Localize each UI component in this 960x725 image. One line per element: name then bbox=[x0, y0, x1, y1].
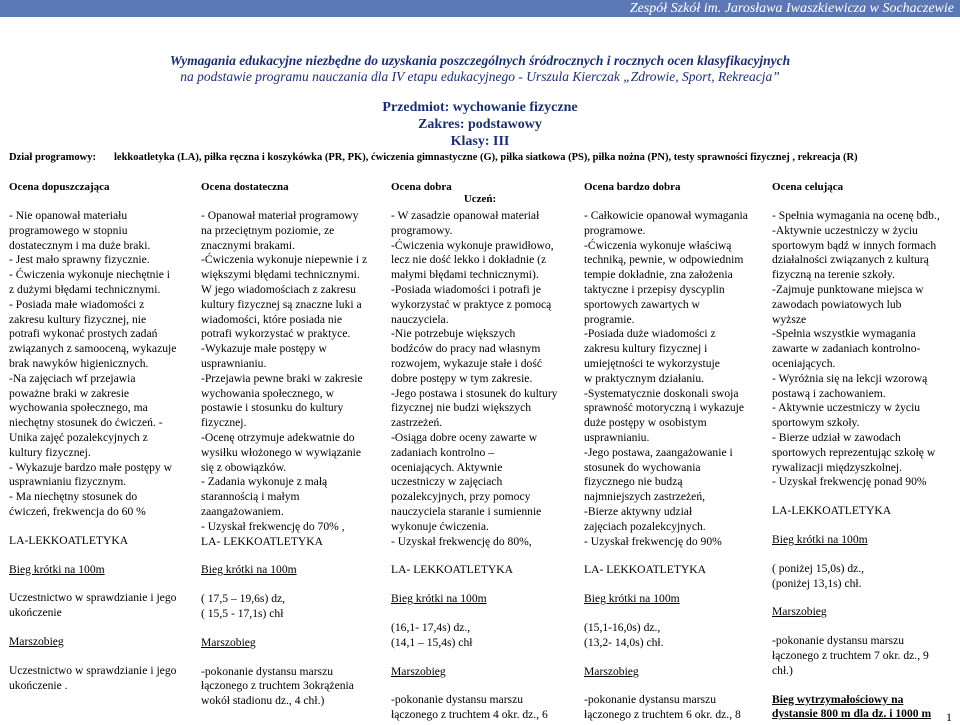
requirement-line: - Całkowicie opanował wymagania bbox=[584, 209, 748, 222]
spacer bbox=[772, 591, 957, 605]
la-label: LA- LEKKOATLETYKA bbox=[391, 563, 514, 577]
requirement-line: wysiłku włożonego w wywiązanie bbox=[201, 445, 362, 459]
spacer bbox=[772, 679, 957, 693]
requirement-line: starannością i małym bbox=[201, 490, 300, 504]
requirement-line: ćwiczeń, frekwencja do 60 % bbox=[9, 504, 146, 518]
requirement-line: - Uzyskał frekwencję do 70% , bbox=[201, 519, 345, 533]
spacer bbox=[9, 577, 194, 591]
requirement-line: - Ma niechętny stosunek do bbox=[9, 490, 138, 504]
requirement-line: taktyczne i przepisy dyscyplin bbox=[584, 282, 725, 296]
column-dobra bbox=[391, 209, 579, 723]
requirement-line: kultury fizycznej. bbox=[9, 445, 91, 459]
marszobieg-heading: Marszobieg bbox=[9, 634, 64, 648]
requirement-line: -Przejawia pewne braki w zakresie bbox=[201, 371, 363, 385]
requirement-line: fizycznej. bbox=[201, 416, 247, 430]
requirement-line: zakresu kultury fizycznej i bbox=[584, 342, 708, 356]
spacer bbox=[584, 651, 766, 665]
header-bardzo-dobra: Ocena bardzo dobra bbox=[584, 181, 681, 193]
requirement-line: -Ocenę otrzymuje adekwatnie do bbox=[201, 430, 355, 444]
la-label: LA-LEKKOATLETYKA bbox=[772, 504, 892, 518]
header-dopuszczajaca: Ocena dopuszczająca bbox=[9, 181, 110, 193]
requirement-line: - Zadania wykonuje z małą bbox=[201, 475, 328, 489]
requirement-line: -Nie potrzebuje większych bbox=[391, 327, 516, 341]
spacer bbox=[772, 519, 957, 533]
requirement-line: z dużymi błędami technicznymi. bbox=[9, 282, 161, 296]
bieg-krotki-heading: Bieg krótki na 100m bbox=[201, 563, 297, 577]
marszobieg-result: chł.) bbox=[772, 663, 793, 677]
bieg-result: (15,1-16,0s) dz., bbox=[584, 620, 661, 634]
requirement-line: większymi błędami technicznymi. bbox=[201, 268, 360, 282]
requirement-line: oceniających. bbox=[772, 356, 836, 370]
bieg-krotki-heading: Bieg krótki na 100m bbox=[772, 532, 868, 546]
marszobieg-result: łączonego z truchtem 7 okr. dz., 9 bbox=[772, 648, 929, 662]
requirement-line: - Opanował materiał programowy bbox=[201, 209, 359, 222]
la-label: LA- LEKKOATLETYKA bbox=[201, 534, 324, 548]
requirement-line: - Bierze udział w zawodach bbox=[772, 430, 901, 444]
requirement-line: - Nie opanował materiału bbox=[9, 209, 128, 222]
requirement-line: wychowania społecznego, ma bbox=[9, 401, 148, 415]
requirement-line: usprawnianiu. bbox=[201, 356, 267, 370]
requirement-line: kultury fizycznej są znaczne luki a bbox=[201, 297, 362, 311]
program-section-label: Dział programowy: bbox=[9, 152, 96, 163]
requirement-line: usprawnianiu fizycznym. bbox=[9, 475, 127, 489]
marszobieg-result: -pokonanie dystansu marszu bbox=[201, 664, 334, 678]
requirement-line: programie. bbox=[584, 312, 635, 326]
bieg-result: (13,2- 14,0s) chł. bbox=[584, 635, 664, 649]
marszobieg-result: Uczestnictwo w sprawdzianie i jego bbox=[9, 663, 177, 677]
bieg-wytrzymalosciowy-text: dystansie 800 m dla dz. i 1000 m bbox=[772, 707, 932, 721]
subject-info bbox=[0, 99, 960, 150]
requirement-line: zawodach powiatowych lub bbox=[772, 297, 902, 311]
spacer bbox=[584, 549, 766, 563]
program-section-text: lekkoatletyka (LA), piłka ręczna i koszykówka (PR, PK), ćwiczenia gimnastyczne (G), piłka siatkowa (PS), piłka nożna (PN), testy sprawności fizycznej , rekreacja (R) bbox=[114, 152, 858, 163]
requirement-line: bodźców do pracy nad własnym bbox=[391, 342, 541, 356]
requirement-line: zastrzeżeń. bbox=[391, 416, 443, 430]
subject-classes: Klasy: III bbox=[450, 134, 510, 149]
requirement-line: nauczyciela staranie i sumiennie bbox=[391, 504, 542, 518]
bieg-wytrzymalosciowy-heading: Bieg wytrzymałościowy na bbox=[772, 692, 904, 706]
bieg-result: ukończenie bbox=[9, 606, 62, 620]
marszobieg-result: -pokonanie dystansu marszu bbox=[772, 634, 905, 648]
spacer bbox=[391, 607, 579, 621]
header-dostateczna: Ocena dostateczna bbox=[201, 181, 289, 193]
requirement-line: się z obowiązków. bbox=[201, 460, 287, 474]
requirement-line: -Systematycznie doskonali swoja bbox=[584, 386, 739, 400]
requirement-line: -Zajmuje punktowane miejsca w bbox=[772, 282, 924, 296]
requirement-line: -Posiada duże wiadomości z bbox=[584, 327, 716, 341]
school-name: Zespół Szkół im. Jarosława Iwaszkiewicza w Sochaczewie bbox=[629, 1, 954, 16]
title-line-2: na podstawie programu nauczania dla IV etapu edukacyjnego - Urszula Kierczak „Zdrowie, Sport, Rekreacja” bbox=[180, 69, 780, 84]
subject-name: Przedmiot: wychowanie fizyczne bbox=[382, 100, 578, 115]
requirement-line: -Aktywnie uczestniczy w życiu bbox=[772, 223, 918, 237]
column-bardzo-dobra bbox=[584, 209, 766, 723]
requirement-line: - Posiada małe wiadomości z bbox=[9, 297, 145, 311]
requirement-line: postawie i stosunku do kultury bbox=[201, 401, 344, 415]
requirement-line: uczestniczy w zajęciach bbox=[391, 475, 503, 489]
requirement-line: wychowania społecznego, w bbox=[201, 386, 334, 400]
requirement-line: - Jest mało sprawny fizycznie. bbox=[9, 253, 150, 267]
requirement-line: duże postępy w osobistym bbox=[584, 416, 707, 430]
requirement-line: - Ćwiczenia wykonuje niechętnie i bbox=[9, 268, 170, 282]
marszobieg-heading: Marszobieg bbox=[772, 605, 827, 619]
requirement-line: sportowych reprezentując szkołę w bbox=[772, 445, 936, 459]
bieg-result: ( 17,5 – 19,6s) dz, bbox=[201, 592, 286, 606]
title-line-1: Wymagania edukacyjne niezbędne do uzyskania poszczególnych śródrocznych i rocznych ocen klasyfikacyjnych bbox=[169, 53, 791, 68]
spacer bbox=[9, 621, 194, 635]
marszobieg-result: łączonego z truchtem 3okrążenia bbox=[201, 679, 354, 693]
requirement-line: usprawnianiu. bbox=[584, 430, 650, 444]
header-celujaca: Ocena celująca bbox=[772, 181, 844, 193]
marszobieg-result: łączonego z truchtem 6 okr. dz., 8 bbox=[584, 708, 741, 722]
bieg-result: (14,1 – 15,4s) chł bbox=[391, 635, 473, 649]
requirement-line: potrafi wykonać prostych zadań bbox=[9, 327, 158, 341]
requirement-line: -Spełnia wszystkie wymagania bbox=[772, 327, 916, 341]
requirement-line: Unika zajęć pozalekcyjnych z bbox=[9, 430, 148, 444]
bieg-result: (16,1- 17,4s) dz., bbox=[391, 620, 471, 634]
requirement-line: umiejętności te wykorzystuje bbox=[584, 356, 720, 370]
marszobieg-result: łączonego z truchtem 4 okr. dz., 6 bbox=[391, 708, 548, 722]
requirement-line: W jego wiadomościach z zakresu bbox=[201, 282, 356, 296]
spacer bbox=[391, 578, 579, 592]
requirement-line: - Uzyskał frekwencję do 80%, bbox=[391, 534, 532, 548]
bieg-result: ( 15,5 - 17,1s) chł bbox=[201, 606, 284, 620]
requirement-line: w praktycznym działaniu. bbox=[584, 371, 705, 385]
requirement-line: na przeciętnym poziomie, ze bbox=[201, 223, 335, 237]
page-number: 1 bbox=[946, 710, 952, 724]
requirement-line: zadaniach kontrolno – bbox=[391, 445, 495, 459]
requirement-line: rozwojem, wykazuje stałe i dość bbox=[391, 356, 542, 370]
requirement-line: stosunek do wychowania bbox=[584, 460, 701, 474]
spacer bbox=[9, 520, 194, 534]
requirement-line: -Ćwiczenia wykonuje właściwą bbox=[584, 238, 732, 252]
marszobieg-result: ukończenie . bbox=[9, 678, 68, 692]
requirement-line: - Spełnia wymagania na ocenę bdb., bbox=[772, 209, 940, 222]
requirement-line: niechętny stosunek do ćwiczeń. - bbox=[9, 416, 163, 430]
spacer bbox=[772, 548, 957, 562]
requirement-line: -Bierze aktywny udział bbox=[584, 504, 693, 518]
marszobieg-result: -pokonanie dystansu marszu bbox=[391, 693, 524, 707]
requirement-line: postawą i zachowaniem. bbox=[772, 386, 886, 400]
header-dobra: Ocena dobra bbox=[391, 181, 452, 193]
requirement-line: -Ćwiczenia wykonuje prawidłowo, bbox=[391, 238, 554, 252]
marszobieg-heading: Marszobieg bbox=[201, 635, 256, 649]
marszobieg-heading: Marszobieg bbox=[584, 664, 639, 678]
requirement-line: fizyczną na terenie szkoły. bbox=[772, 268, 895, 282]
la-label: LA-LEKKOATLETYKA bbox=[9, 533, 129, 547]
column-celujaca bbox=[772, 209, 957, 722]
requirement-line: zawarte w zadaniach kontrolno- bbox=[772, 342, 921, 356]
spacer bbox=[9, 650, 194, 664]
requirement-line: programowe. bbox=[584, 223, 646, 237]
requirement-line: sprawność motoryczną i wykazuje bbox=[584, 401, 745, 415]
spacer bbox=[584, 607, 766, 621]
requirement-line: potrafi wykorzystać w praktyce. bbox=[201, 327, 351, 341]
uczen-label: Uczeń: bbox=[463, 193, 497, 205]
requirement-line: zaangażowaniem. bbox=[201, 504, 284, 518]
requirement-line: - Wykazuje bardzo małe postępy w bbox=[9, 460, 172, 474]
requirement-line: małymi błędami technicznymi). bbox=[391, 268, 539, 282]
requirement-line: -Osiąga dobre oceny zawarte w bbox=[391, 430, 538, 444]
requirement-line: programowy. bbox=[391, 223, 453, 237]
spacer bbox=[201, 651, 386, 665]
spacer bbox=[201, 549, 386, 563]
bieg-result: Uczestnictwo w sprawdzianie i jego bbox=[9, 591, 177, 605]
requirement-line: działalności związanych z kulturą bbox=[772, 253, 929, 267]
marszobieg-heading: Marszobieg bbox=[391, 664, 446, 678]
column-dopuszczajaca bbox=[9, 209, 194, 693]
bieg-krotki-heading: Bieg krótki na 100m bbox=[584, 592, 680, 606]
requirement-line: techniką, pewnie, w odpowiednim bbox=[584, 253, 744, 267]
requirement-line: dobre postępy w tym zakresie. bbox=[391, 371, 533, 385]
spacer bbox=[772, 620, 957, 634]
requirement-line: tempie dokładnie, zna założenia bbox=[584, 268, 733, 282]
requirement-line: oceniających. Aktywnie bbox=[391, 460, 503, 474]
requirement-line: sportowym bądź w innych formach bbox=[772, 238, 937, 252]
requirement-line: -Jego postawa, zaangażowanie i bbox=[584, 445, 733, 459]
requirement-line: rywalizacji międzyszkolnej. bbox=[772, 460, 903, 474]
requirement-line: dostatecznym i ma duże braki. bbox=[9, 238, 151, 252]
document-title bbox=[0, 53, 960, 85]
requirement-line: najmniejszych zastrzeżeń, bbox=[584, 490, 706, 504]
requirement-line: poważne braki w zakresie bbox=[9, 386, 130, 400]
requirement-line: wykonuje ćwiczenia. bbox=[391, 519, 489, 533]
requirement-line: programowego w stopniu bbox=[9, 223, 128, 237]
requirement-line: -Posiada wiadomości i potrafi je bbox=[391, 282, 542, 296]
requirement-line: -Jego postawa i stosunek do kultury bbox=[391, 386, 558, 400]
spacer bbox=[391, 651, 579, 665]
spacer bbox=[391, 679, 579, 693]
spacer bbox=[772, 490, 957, 504]
spacer bbox=[584, 679, 766, 693]
requirement-line: fizycznego nie budzą bbox=[584, 475, 683, 489]
requirement-line: brak nawyków higienicznych. bbox=[9, 356, 149, 370]
requirement-line: wiadomości, które posiada nie bbox=[201, 312, 343, 326]
la-label: LA- LEKKOATLETYKA bbox=[584, 563, 707, 577]
requirement-line: sportowym szkoły. bbox=[772, 416, 860, 430]
requirement-line: - Uzyskał frekwencję do 90% bbox=[584, 534, 722, 548]
bieg-krotki-heading: Bieg krótki na 100m bbox=[9, 562, 105, 576]
requirement-line: znacznymi brakami. bbox=[201, 238, 295, 252]
spacer bbox=[584, 578, 766, 592]
requirement-line: wykorzystać w praktyce z pomocą bbox=[391, 297, 552, 311]
header-bar bbox=[0, 0, 960, 17]
requirement-line: - Wyróżnia się na lekcji wzorową bbox=[772, 371, 928, 385]
program-section bbox=[9, 150, 949, 165]
marszobieg-result: wokół stadionu dz., 4 chł.) bbox=[201, 694, 325, 708]
requirement-line: - Uzyskał frekwencję ponad 90% bbox=[772, 475, 927, 489]
spacer bbox=[391, 549, 579, 563]
requirement-line: zajęciach pozalekcyjnych. bbox=[584, 519, 706, 533]
column-dostateczna bbox=[201, 209, 386, 709]
requirement-line: - W zasadzie opanował materiał bbox=[391, 209, 540, 222]
requirement-line: pozalekcyjnych, przy pomocy bbox=[391, 490, 531, 504]
spacer bbox=[9, 549, 194, 563]
requirement-line: związanych z samooceną, wykazuje bbox=[9, 342, 177, 356]
requirement-line: -Ćwiczenia wykonuje niepewnie i z bbox=[201, 253, 368, 267]
requirement-line: zakresu kultury fizycznej, nie bbox=[9, 312, 147, 326]
requirement-line: fizycznej nie budzi większych bbox=[391, 401, 532, 415]
requirement-line: -Na zajęciach wf przejawia bbox=[9, 371, 136, 385]
requirement-line: - Aktywnie uczestniczy w życiu bbox=[772, 401, 921, 415]
spacer bbox=[201, 578, 386, 592]
requirement-line: sportowych zawartych w bbox=[584, 297, 700, 311]
requirement-line: wyższe bbox=[772, 312, 807, 326]
bieg-result: (poniżej 13,1s) chł. bbox=[772, 576, 862, 590]
spacer bbox=[201, 622, 386, 636]
bieg-krotki-heading: Bieg krótki na 100m bbox=[391, 592, 487, 606]
subject-scope: Zakres: podstawowy bbox=[418, 117, 542, 132]
marszobieg-result: -pokonanie dystansu marszu bbox=[584, 693, 717, 707]
requirement-line: lecz nie dość lekko i dokładnie (z bbox=[391, 253, 547, 267]
bieg-result: ( poniżej 15,0s) dz., bbox=[772, 561, 865, 575]
requirement-line: -Wykazuje małe postępy w bbox=[201, 342, 327, 356]
requirement-line: nauczyciela. bbox=[391, 312, 449, 326]
